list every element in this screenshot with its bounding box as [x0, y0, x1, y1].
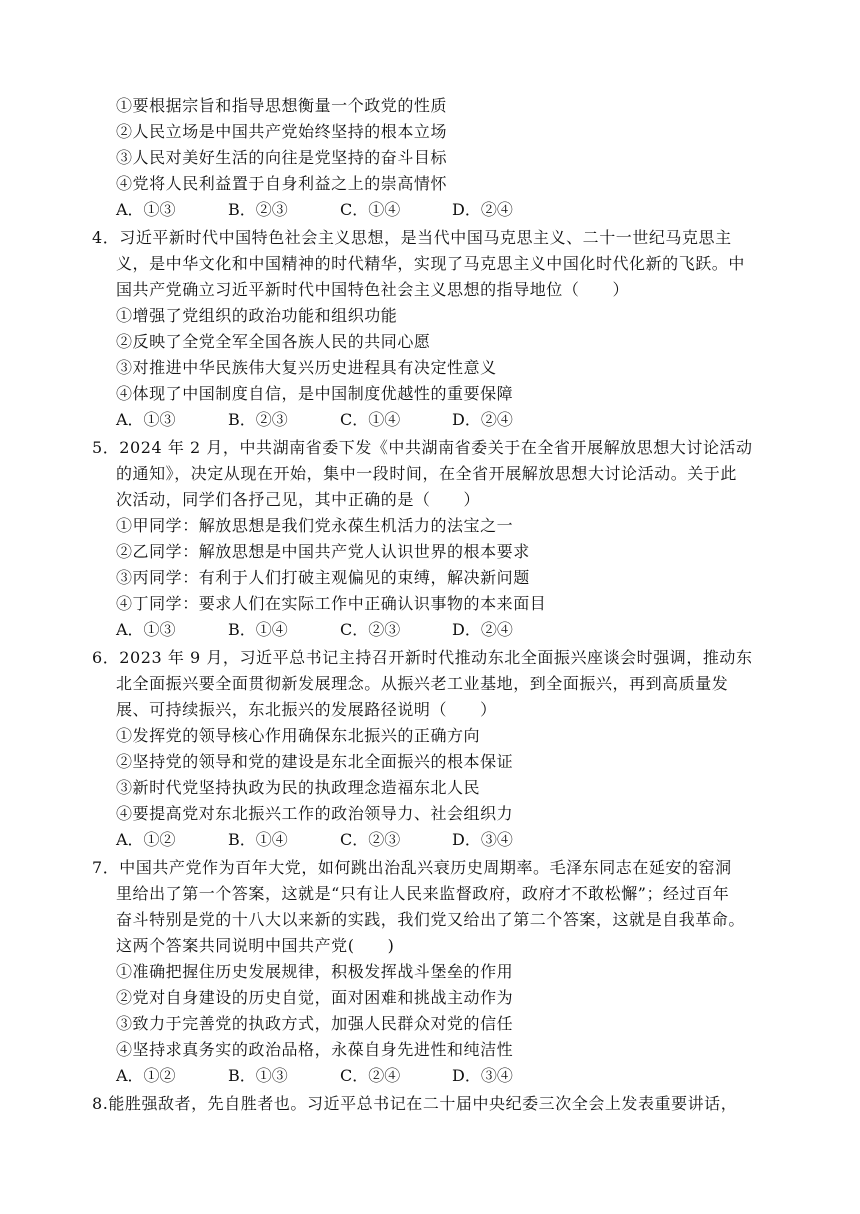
- q7-option-b[interactable]: B．①③: [228, 1066, 288, 1085]
- q8-stem-line-1: 8.能胜强敌者，先自胜者也。习近平总书记在二十届中央纪委三次全会上发表重要讲话，: [92, 1094, 738, 1113]
- q3-statement-4: ④党将人民利益置于自身利益之上的崇高情怀: [116, 174, 448, 193]
- q5-stem-line-2: 的通知》，决定从现在开始，集中一段时间，在全省开展解放思想大讨论活动。关于此: [116, 464, 737, 483]
- q6-option-c[interactable]: C．②③: [340, 830, 401, 849]
- q5-option-b[interactable]: B．①④: [228, 620, 288, 639]
- q7-stem-line-4: 这两个答案共同说明中国共产党( ): [116, 936, 395, 955]
- q5-option-c[interactable]: C．②③: [340, 620, 401, 639]
- q7-option-c[interactable]: C．②④: [340, 1066, 401, 1085]
- q6-statement-3: ③新时代党坚持执政为民的执政理念造福东北人民: [116, 778, 481, 797]
- q7-option-d[interactable]: D．③④: [452, 1066, 513, 1085]
- q5-statement-4: ④丁同学：要求人们在实际工作中正确认识事物的本来面目: [116, 594, 547, 613]
- q6-stem-line-2: 北全面振兴要全面贯彻新发展理念。从振兴老工业基地，到全面振兴，再到高质量发: [116, 674, 729, 693]
- q6-statement-4: ④要提高党对东北振兴工作的政治领导力、社会组织力: [116, 804, 514, 823]
- q4-option-d[interactable]: D．②④: [452, 410, 513, 429]
- q3-option-a[interactable]: A．①③: [116, 200, 176, 219]
- q3-option-d[interactable]: D．②④: [452, 200, 513, 219]
- q4-statement-4: ④体现了中国制度自信，是中国制度优越性的重要保障: [116, 384, 514, 403]
- q4-stem-line-3: 国共产党确立习近平新时代中国特色社会主义思想的指导地位（ ）: [116, 280, 630, 299]
- q4-statement-3: ③对推进中华民族伟大复兴历史进程具有决定性意义: [116, 358, 497, 377]
- q7-statement-2: ②党对自身建设的历史自觉，面对困难和挑战主动作为: [116, 988, 514, 1007]
- q4-stem-line-1: 4．习近平新时代中国特色社会主义思想，是当代中国马克思主义、二十一世纪马克思主: [92, 228, 732, 247]
- q5-stem-line-1: 5．2024 年 2 月，中共湖南省委下发《中共湖南省委关于在全省开展解放思想大讨论活动: [92, 438, 753, 457]
- q3-statement-1: ①要根据宗旨和指导思想衡量一个政党的性质: [116, 96, 448, 115]
- q7-statement-3: ③致力于完善党的执政方式，加强人民群众对党的信任: [116, 1014, 514, 1033]
- q3-option-c[interactable]: C．①④: [340, 200, 401, 219]
- q6-option-b[interactable]: B．①④: [228, 830, 288, 849]
- q7-statement-1: ①准确把握住历史发展规律，积极发挥战斗堡垒的作用: [116, 962, 514, 981]
- q3-option-b[interactable]: B．②③: [228, 200, 288, 219]
- q7-statement-4: ④坚持求真务实的政治品格，永葆自身先进性和纯洁性: [116, 1040, 514, 1059]
- q7-option-a[interactable]: A．①②: [116, 1066, 176, 1085]
- q6-statement-1: ①发挥党的领导核心作用确保东北振兴的正确方向: [116, 726, 481, 745]
- q5-option-d[interactable]: D．②④: [452, 620, 513, 639]
- q5-option-a[interactable]: A．①③: [116, 620, 176, 639]
- q3-statement-3: ③人民对美好生活的向往是党坚持的奋斗目标: [116, 148, 448, 167]
- q3-statement-2: ②人民立场是中国共产党始终坚持的根本立场: [116, 122, 448, 141]
- q7-stem-line-3: 奋斗特别是党的十八大以来新的实践，我们党又给出了第二个答案，这就是自我革命。: [116, 910, 745, 929]
- q7-stem-line-1: 7．中国共产党作为百年大党，如何跳出治乱兴衰历史周期率。毛泽东同志在延安的窑洞: [92, 858, 732, 877]
- q4-option-b[interactable]: B．②③: [228, 410, 288, 429]
- q6-statement-2: ②坚持党的领导和党的建设是东北全面振兴的根本保证: [116, 752, 514, 771]
- q5-statement-3: ③丙同学：有利于人们打破主观偏见的束缚，解决新问题: [116, 568, 530, 587]
- q4-option-a[interactable]: A．①③: [116, 410, 176, 429]
- q6-stem-line-1: 6．2023 年 9 月，习近平总书记主持召开新时代推动东北全面振兴座谈会时强调，推动东: [92, 648, 753, 667]
- q4-statement-2: ②反映了全党全军全国各族人民的共同心愿: [116, 332, 431, 351]
- q6-option-a[interactable]: A．①②: [116, 830, 176, 849]
- q5-stem-line-3: 次活动，同学们各抒己见，其中正确的是（ ）: [116, 490, 481, 509]
- q4-stem-line-2: 义，是中华文化和中国精神的时代精华，实现了马克思主义中国化时代化新的飞跃。中: [116, 254, 745, 273]
- q5-statement-1: ①甲同学：解放思想是我们党永葆生机活力的法宝之一: [116, 516, 514, 535]
- q7-stem-line-2: 里给出了第一个答案，这就是“只有让人民来监督政府，政府才不敢松懈”；经过百年: [116, 884, 730, 903]
- q4-option-c[interactable]: C．①④: [340, 410, 401, 429]
- q6-stem-line-3: 展、可持续振兴，东北振兴的发展路径说明（ ）: [116, 700, 497, 719]
- q4-statement-1: ①增强了党组织的政治功能和组织功能: [116, 306, 398, 325]
- q6-option-d[interactable]: D．③④: [452, 830, 513, 849]
- q5-statement-2: ②乙同学：解放思想是中国共产党人认识世界的根本要求: [116, 542, 530, 561]
